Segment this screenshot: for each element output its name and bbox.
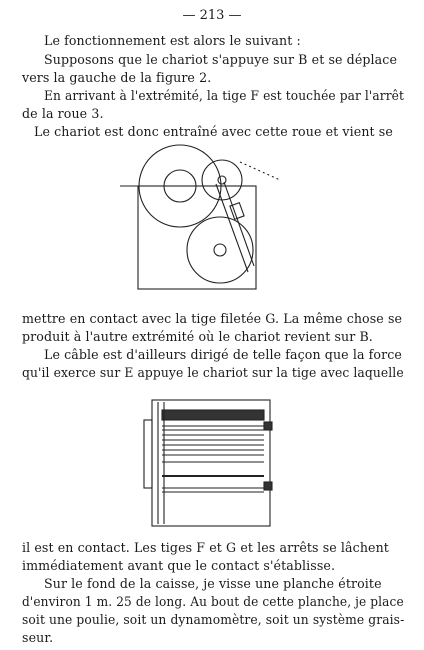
text-line: qu'il exerce sur E appuye le chariot sur la tige avec laquelle bbox=[22, 365, 404, 380]
text-line: Le câble est d'ailleurs dirigé de telle façon que la force bbox=[44, 347, 402, 362]
text-line: seur. bbox=[22, 630, 54, 645]
text-line: Le fonctionnement est alors le suivant : bbox=[44, 33, 301, 48]
text-line: En arrivant à l'extrémité, la tige F est touchée par l'arrêt bbox=[44, 88, 404, 103]
lower-wheel bbox=[187, 217, 253, 283]
text-line: il est en contact. Les tiges F et G et les arrêts se lâchent bbox=[22, 540, 389, 555]
text-line: d'environ 1 m. 25 de long. Au bout de cette planche, je place bbox=[22, 594, 404, 609]
text-line: produit à l'autre extrémité où le chariot revient sur B. bbox=[22, 329, 373, 344]
text-line: immédiatement avant que le contact s'établisse. bbox=[22, 558, 336, 573]
mechanism-figure bbox=[120, 142, 300, 292]
carriage-figure bbox=[140, 392, 285, 532]
text-line: Sur le fond de la caisse, je visse une planche étroite bbox=[44, 576, 382, 591]
text-line: Le chariot est donc entraîné avec cette roue et vient se bbox=[34, 124, 393, 139]
gear-wheel bbox=[202, 160, 242, 200]
text-line: de la roue 3. bbox=[22, 106, 104, 121]
page-number: — 213 — bbox=[182, 8, 242, 23]
text-line: mettre en contact avec la tige filetée G. La même chose se bbox=[22, 311, 403, 326]
text-line: soit une poulie, soit un dynamomètre, soit un système grais- bbox=[22, 612, 405, 627]
text-line: Supposons que le chariot s'appuye sur B et se déplace bbox=[44, 52, 397, 67]
text-line: vers la gauche de la figure 2. bbox=[22, 70, 212, 85]
